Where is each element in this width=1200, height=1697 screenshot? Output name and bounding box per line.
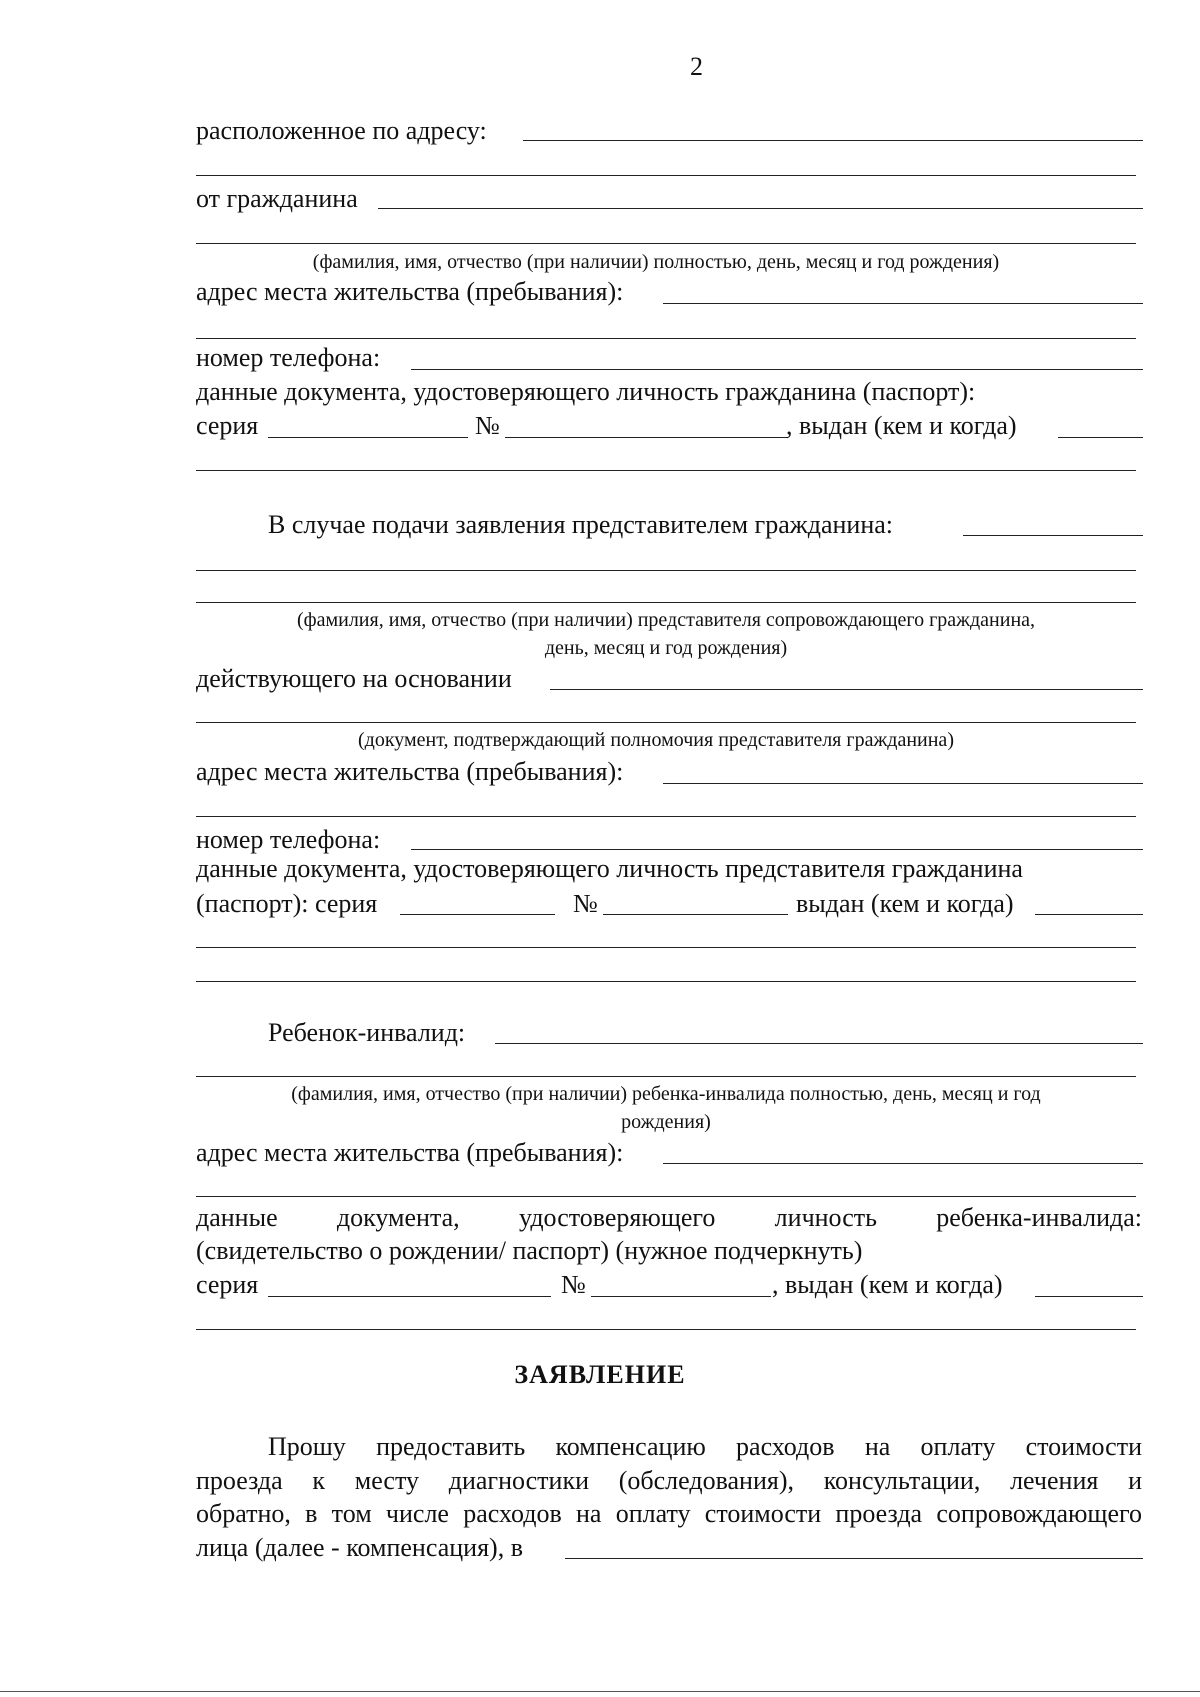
representative-hint-line2: день, месяц и год рождения) [544,637,788,659]
statement-line1: Прошу предоставить компенсацию расходов на оплату стоимости [268,1432,1142,1461]
citizen-phone-field[interactable] [411,369,1143,370]
child-issued-field[interactable] [1035,1296,1143,1297]
child-residence-label: адрес места жительства (пребывания): [196,1138,624,1167]
page-number: 2 [690,52,703,81]
citizen-name-field-continued[interactable] [196,243,1136,244]
statement-line4: лица (далее - компенсация), в [196,1533,523,1562]
child-series-field[interactable] [268,1296,551,1297]
representative-phone-field[interactable] [411,849,1143,850]
representative-passport-series-label: (паспорт): серия [196,889,378,918]
child-name-field-continued[interactable] [196,1076,1136,1077]
basis-field-continued[interactable] [196,722,1136,723]
citizen-issued-label: , выдан (кем и когда) [786,411,1017,440]
child-residence-field[interactable] [663,1163,1143,1164]
child-id-doc-line1: данные документа, удостоверяющего личность ребенка-инвалида: [196,1203,1142,1232]
address-field[interactable] [523,140,1143,141]
child-issued-field-continued[interactable] [196,1329,1136,1330]
citizen-residence-field-continued[interactable] [196,338,1136,339]
citizen-residence-label: адрес места жительства (пребывания): [196,277,624,306]
statement-title: ЗАЯВЛЕНИЕ [514,1360,686,1389]
address-field-continued[interactable] [196,175,1136,176]
representative-series-field[interactable] [400,914,555,915]
citizen-series-field[interactable] [268,437,468,438]
representative-name-field[interactable] [963,535,1143,536]
citizen-name-field[interactable] [378,208,1143,209]
basis-label: действующего на основании [196,664,512,693]
basis-field[interactable] [550,689,1143,690]
citizen-number-field[interactable] [505,437,788,438]
citizen-name-hint: (фамилия, имя, отчество (при наличии) полностью, день, месяц и год рождения) [312,251,1000,273]
child-series-label: серия [196,1270,259,1299]
representative-issued-field-2[interactable] [196,947,1136,948]
representative-number-sign: № [573,889,598,918]
from-citizen-label: от гражданина [196,184,358,213]
address-label: расположенное по адресу: [196,116,487,145]
statement-line3: обратно, в том числе расходов на оплату стоимости проезда сопровождающего [196,1499,1142,1528]
citizen-number-sign: № [475,411,500,440]
representative-residence-label: адрес места жительства (пребывания): [196,757,624,786]
representative-phone-label: номер телефона: [196,825,381,854]
representative-intro: В случае подачи заявления представителем гражданина: [268,510,894,539]
representative-name-field-2[interactable] [196,570,1136,571]
child-number-field[interactable] [591,1296,771,1297]
citizen-issued-field[interactable] [1058,437,1143,438]
representative-hint-line1: (фамилия, имя, отчество (при наличии) представителя сопровождающего гражданина, [296,609,1036,631]
child-hint-line1: (фамилия, имя, отчество (при наличии) ребенка-инвалида полностью, день, месяц и год [291,1083,1041,1105]
child-name-field[interactable] [495,1043,1143,1044]
citizen-phone-label: номер телефона: [196,343,381,372]
child-hint-line2: рождения) [621,1111,711,1133]
child-issued-label: , выдан (кем и когда) [772,1270,1003,1299]
basis-hint: (документ, подтверждающий полномочия представителя гражданина) [358,729,954,751]
child-residence-field-continued[interactable] [196,1196,1136,1197]
representative-name-field-3[interactable] [196,602,1136,603]
representative-issued-label: выдан (кем и когда) [796,889,1014,918]
child-number-sign: № [561,1270,586,1299]
child-label: Ребенок-инвалид: [268,1018,466,1047]
citizen-series-label: серия [196,411,259,440]
representative-residence-field[interactable] [663,783,1143,784]
page-bottom-edge [0,1691,1200,1692]
representative-residence-field-continued[interactable] [196,816,1136,817]
statement-line2: проезда к месту диагностики (обследования), консультации, лечения и [196,1466,1142,1495]
citizen-id-doc-label: данные документа, удостоверяющего личность гражданина (паспорт): [196,377,976,406]
representative-number-field[interactable] [603,914,788,915]
representative-issued-field[interactable] [1035,914,1143,915]
citizen-issued-field-continued[interactable] [196,470,1136,471]
representative-issued-field-3[interactable] [196,981,1136,982]
representative-id-doc-label: данные документа, удостоверяющего личность представителя гражданина [196,854,1023,883]
child-id-doc-line2: (свидетельство о рождении/ паспорт) (нужное подчеркнуть) [196,1236,863,1265]
citizen-residence-field[interactable] [663,303,1143,304]
statement-field[interactable] [565,1558,1143,1559]
